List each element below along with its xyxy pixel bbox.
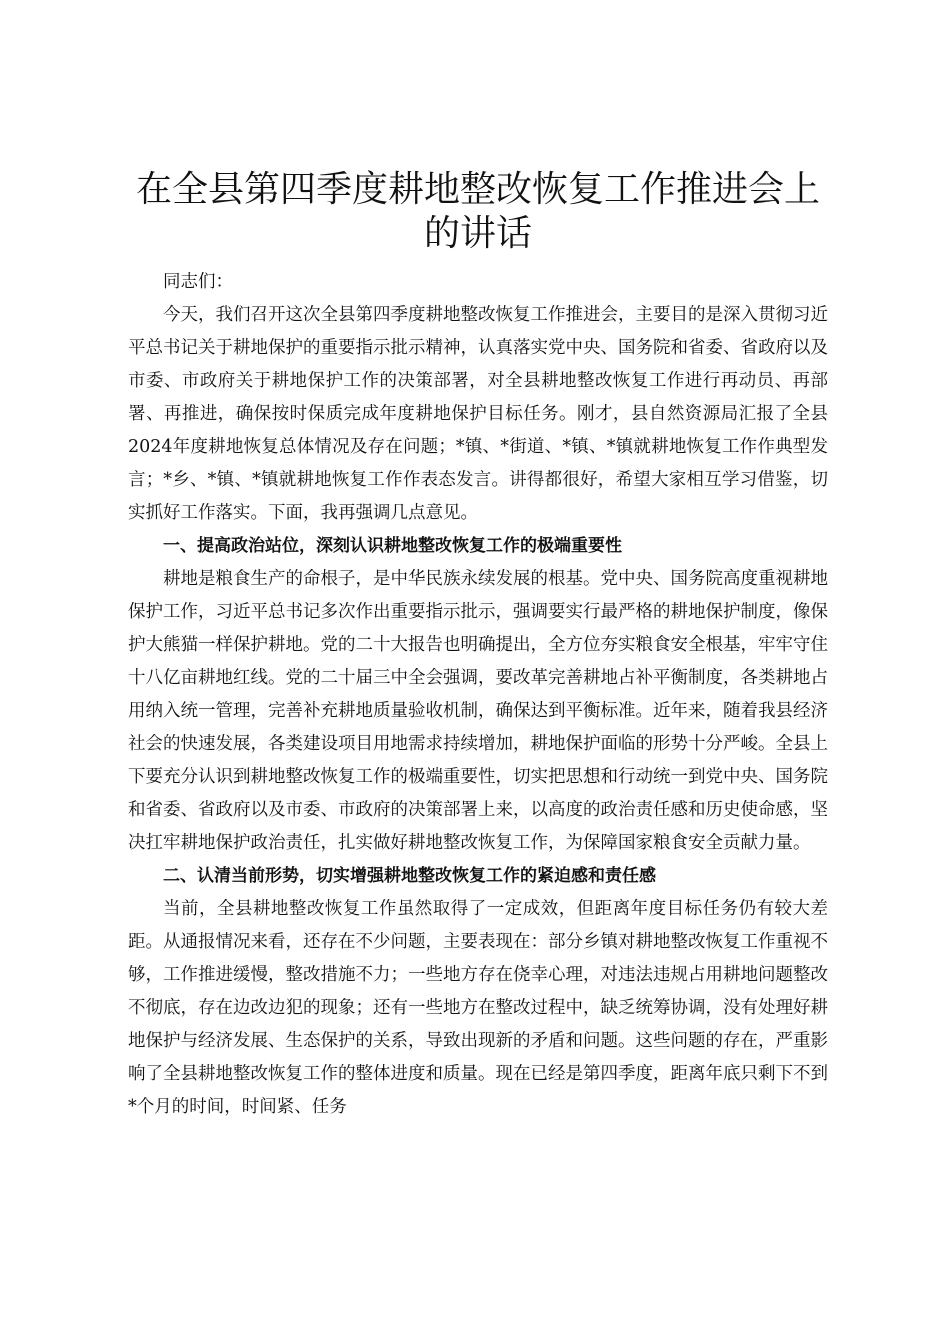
document-title: 在全县第四季度耕地整改恢复工作推进会上的讲话 [135,169,820,254]
section-1-paragraph: 耕地是粮食生产的命根子，是中华民族永续发展的根基。党中央、国务院高度重视耕地保护工作，习近平总书记多次作出重要指示批示，强调要实行最严格的耕地保护制度，像保护大熊猫一样保护耕地。党的二十大报告也明确提出，全方位夯实粮食安全根基，牢牢守住十八亿亩耕地红线。党的二十届三中全会强调，要改革完善耕地占补平衡制度，各类耕地占用纳入统一管理，完善补充耕地质量验收机制，确保达到平衡标准。近年来，随着我县经济社会的快速发展，各类建设项目用地需求持续增加，耕地保护面临的形势十分严峻。全县上下要充分认识到耕地整改恢复工作的极端重要性，切实把思想和行动统一到党中央、国务院和省委、省政府以及市委、市政府的决策部署上来，以高度的政治责任感和历史使命感，坚决扛牢耕地保护政治责任，扎实做好耕地整改恢复工作，为保障国家粮食安全贡献力量。 [128,569,828,853]
section-2-paragraph: 当前，全县耕地整改恢复工作虽然取得了一定成效，但距离年度目标任务仍有较大差距。从通报情况来看，还存在不少问题，主要表现在：部分乡镇对耕地整改恢复工作重视不够，工作推进缓慢，整改措施不力；一些地方存在侥幸心理，对违法违规占用耕地问题整改不彻底，存在边改边犯的现象；还有一些地方在整改过程中，缺乏统筹协调，没有处理好耕地保护与经济发展、生态保护的关系，导致出现新的矛盾和问题。这些问题的存在，严重影响了全县耕地整改恢复工作的整体进度和质量。现在已经是第四季度，距离年底只剩下不到*个月的时间，时间紧、任务 [128,899,828,1117]
document-body [128,168,828,1124]
intro-paragraph: 今天，我们召开这次全县第四季度耕地整改恢复工作推进会，主要目的是深入贯彻习近平总书记关于耕地保护的重要指示批示精神，认真落实党中央、国务院和省委、省政府以及市委、市政府关于耕地保护工作的决策部署，对全县耕地整改恢复工作进行再动员、再部署、再推进，确保按时保质完成年度耕地保护目标任务。刚才，县自然资源局汇报了全县2024年度耕地恢复总体情况及存在问题；*镇、*街道、*镇、*镇就耕地恢复工作作典型发言；*乡、*镇、*镇就耕地恢复工作作表态发言。讲得都很好，希望大家相互学习借鉴，切实抓好工作落实。下面，我再强调几点意见。 [128,305,828,523]
section-1-heading: 一、提高政治站位，深刻认识耕地整改恢复工作的极端重要性 [163,536,622,556]
salutation: 同志们： [163,272,233,292]
section-2-heading: 二、认清当前形势，切实增强耕地整改恢复工作的紧迫感和责任感 [163,866,656,886]
